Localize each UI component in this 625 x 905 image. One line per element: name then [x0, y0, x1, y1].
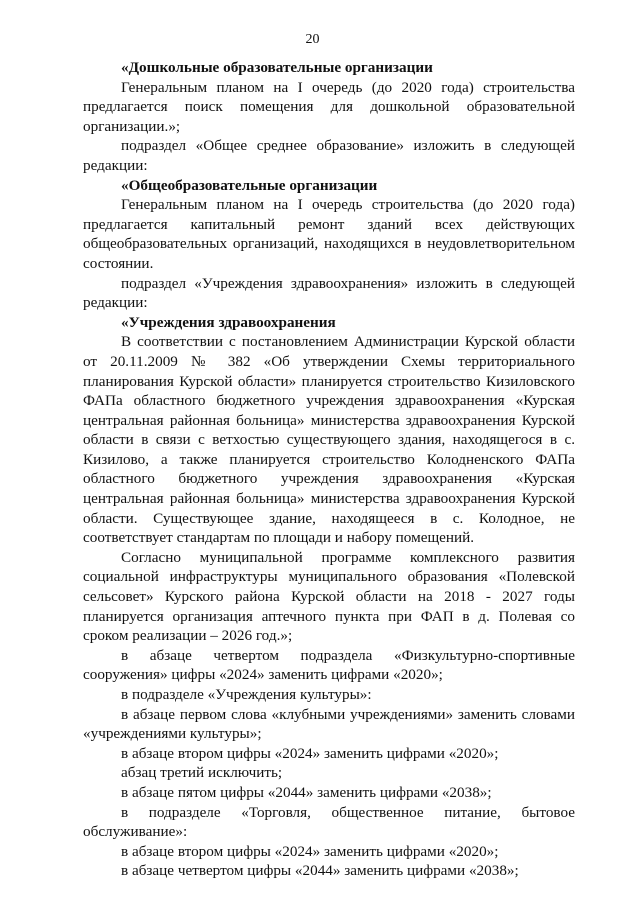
- paragraph: в абзаце четвертом цифры «2044» заменить цифрами «2038»;: [121, 862, 519, 880]
- section-heading: «Общеобразовательные организации: [121, 176, 378, 194]
- paragraph: В соответствии с постановлением Администрации Курской области от 20.11.2009 № 382 «Об утверждении Схемы территориального планирования Курской области» планируется строительство Кизиловского ФАПа областного бюджетного учреждения здравоохранения «Курская центральная районная больница» министерства здравоохранения Курской области в связи с ветхостью существующего здания, находящегося в с. Кизилово, а также планируется строительство Колодненского ФАПа областного бюджетного учреждения здравоохранения «Курская центральная районная больница» министерства здравоохранения Курской области. Существующее здание, находящееся в с. Колодное, не соответствует стандартам по площади и набору помещений.: [83, 333, 575, 547]
- paragraph: подраздел «Общее среднее образование» изложить в следующей редакции:: [83, 137, 575, 174]
- paragraph: подраздел «Учреждения здравоохранения» изложить в следующей редакции:: [83, 274, 575, 312]
- paragraph: Согласно муниципальной программе комплексного развития социальной инфраструктуры муниципального образования «Полевской сельсовет» Курского района Курской области на 2018 - 2027 годы планируется организация аптечного пункта при ФАП в д. Полевая со сроком реализации – 2026 год.»;: [83, 548, 575, 645]
- paragraph: в подразделе «Учреждения культуры»:: [121, 686, 372, 703]
- document-body: [83, 58, 575, 881]
- paragraph: в абзаце втором цифры «2024» заменить цифрами «2020»;: [121, 744, 499, 762]
- paragraph: в подразделе «Торговля, общественное питание, бытовое обслуживание»:: [83, 803, 575, 841]
- paragraph: Генеральным планом на I очередь строительства (до 2020 года) предлагается капитальный ремонт зданий всех действующих общеобразовательных организаций, находящихся в неудовлетворительном состоянии.: [83, 196, 575, 272]
- paragraph: абзац третий исключить;: [121, 764, 283, 782]
- paragraph: в абзаце пятом цифры «2044» заменить цифрами «2038»;: [121, 783, 492, 801]
- paragraph: в абзаце втором цифры «2024» заменить цифрами «2020»;: [121, 842, 499, 860]
- paragraph: Генеральным планом на I очередь (до 2020 года) строительства предлагается поиск помещения для дошкольной образовательной организации.»;: [83, 78, 575, 135]
- paragraph: в абзаце первом слова «клубными учреждениями» заменить словами «учреждениями культуры»;: [83, 705, 575, 743]
- section-heading: «Дошкольные образовательные организации: [121, 59, 433, 76]
- page-number: 20: [305, 32, 320, 47]
- section-heading: «Учреждения здравоохранения: [121, 313, 336, 331]
- paragraph: в абзаце четвертом подраздела «Физкультурно-спортивные сооружения» цифры «2024» заменить цифрами «2020»;: [83, 646, 575, 684]
